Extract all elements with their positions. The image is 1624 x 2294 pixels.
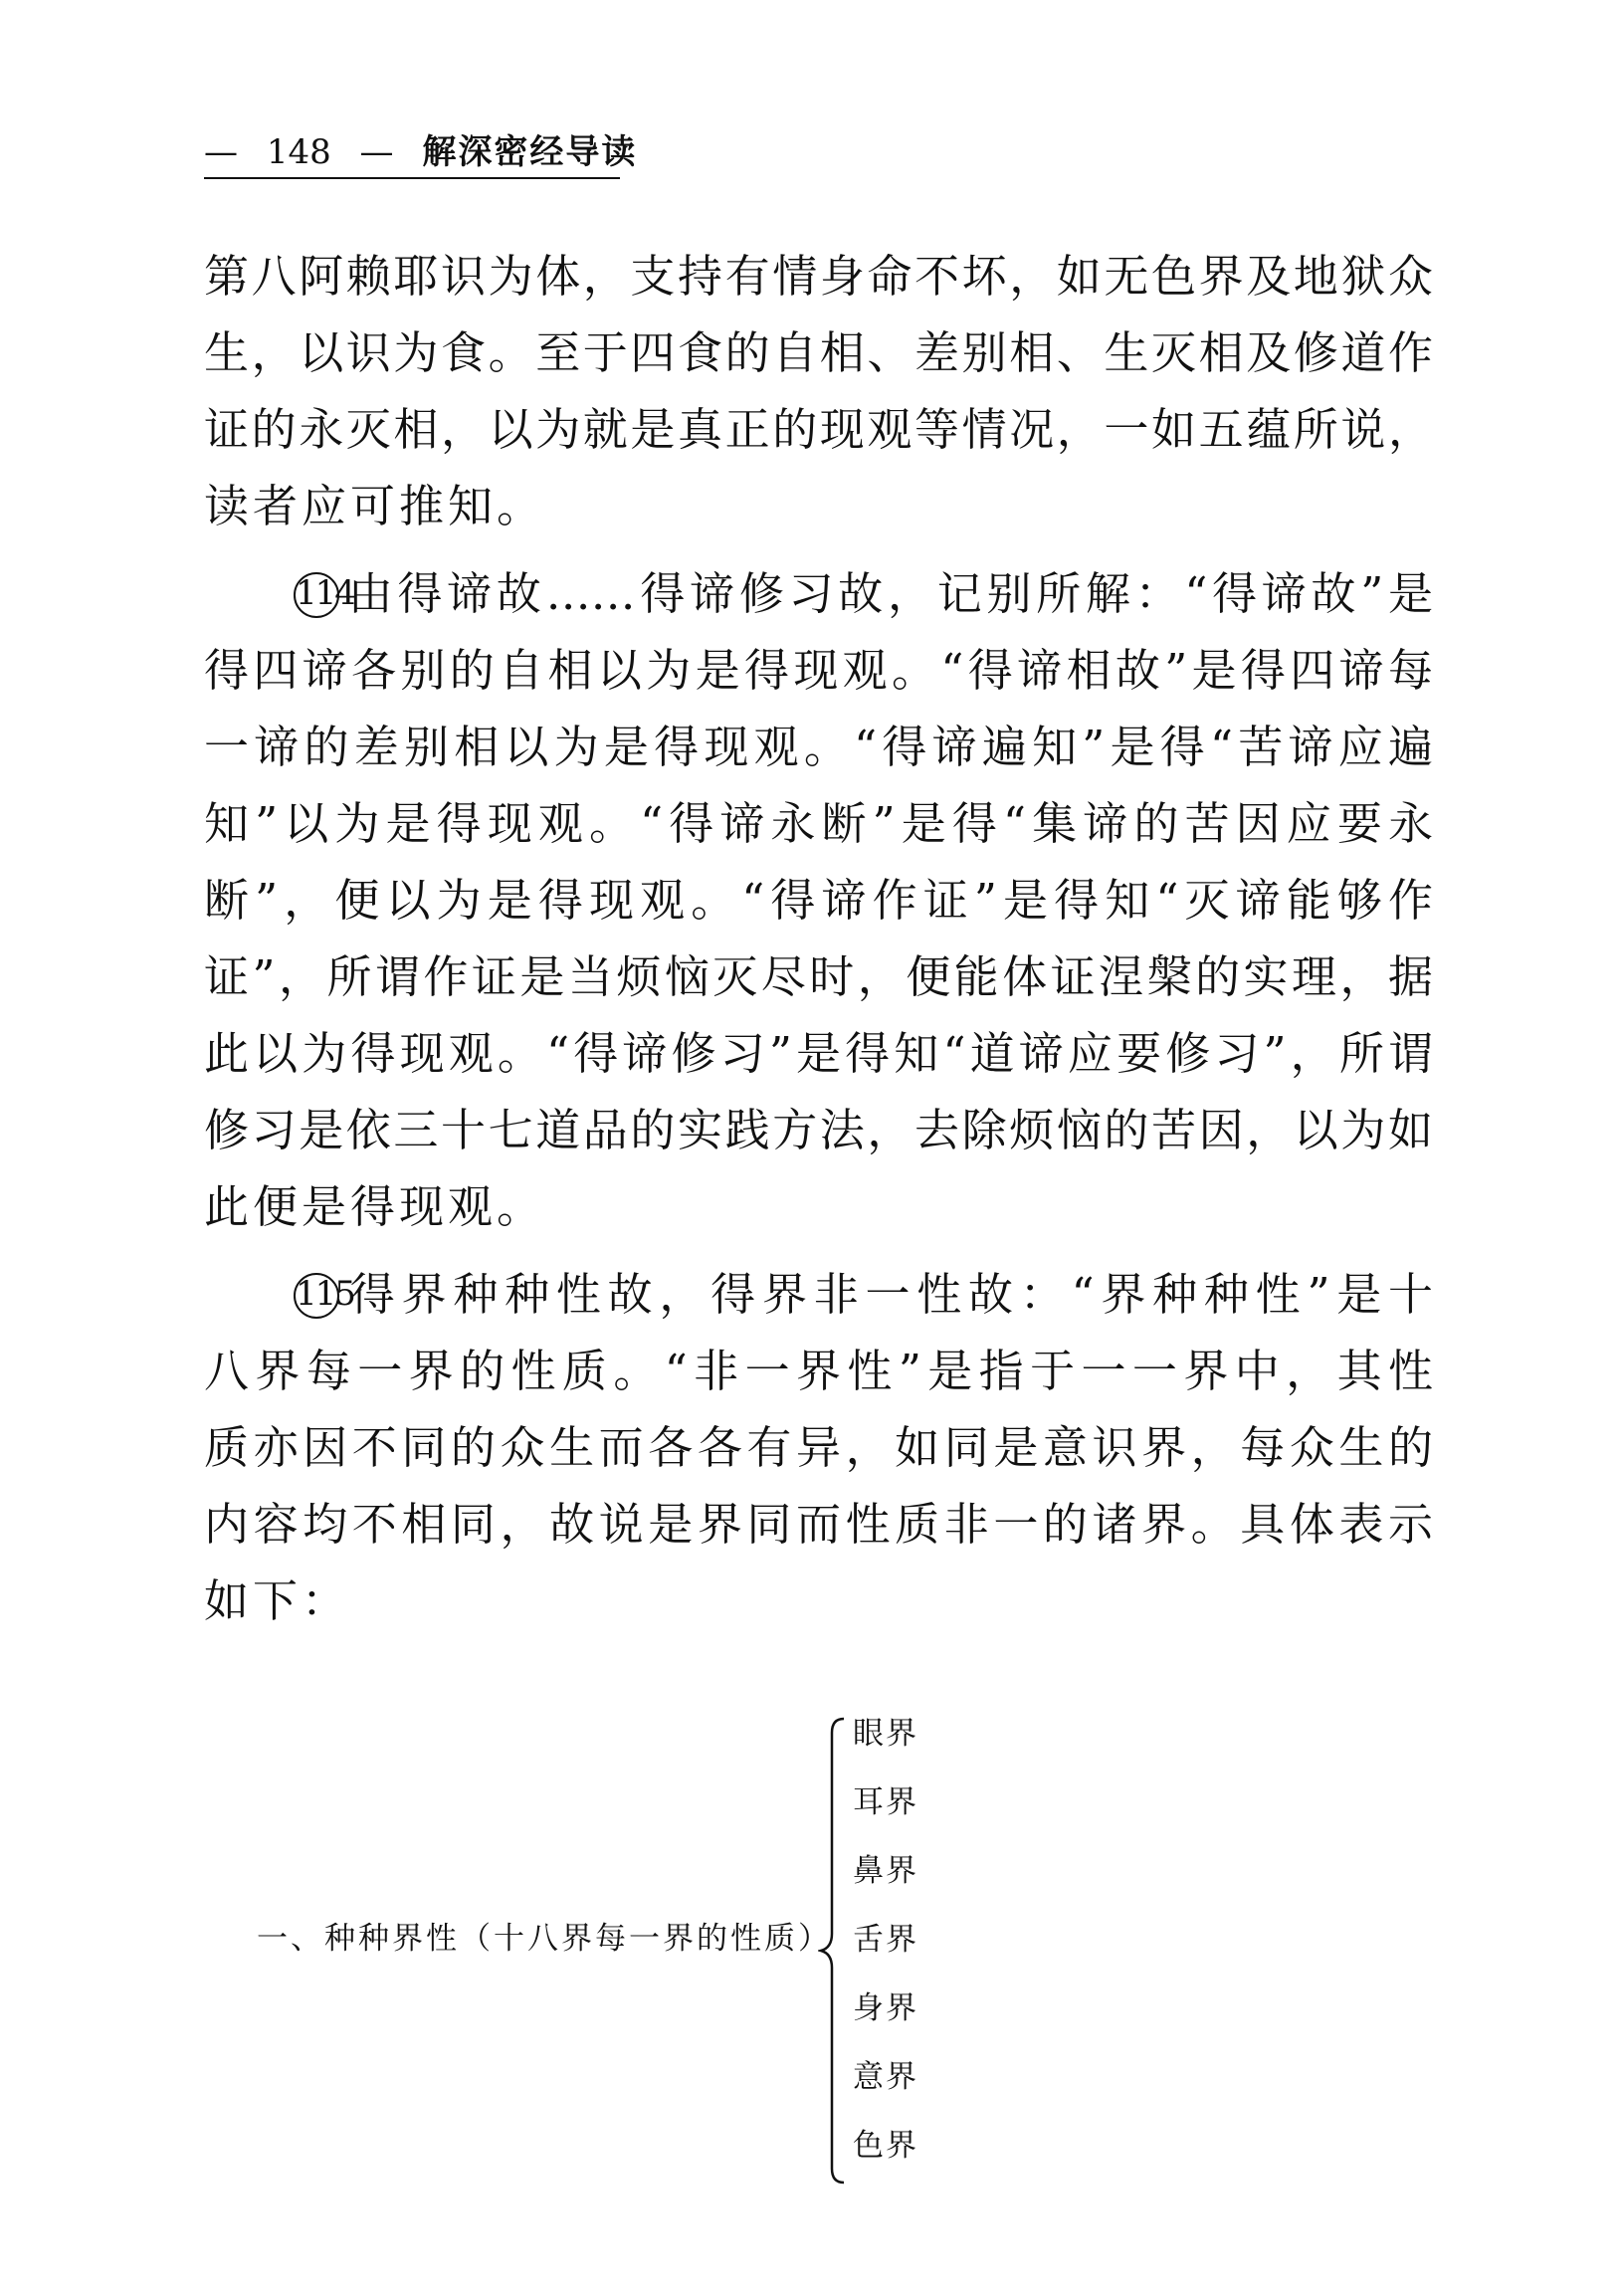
body-line-3: 证的永灭相，以为就是真正的现观等情况，一如五蕴所说， (204, 403, 1433, 456)
header-dash-right: — (359, 132, 394, 172)
body-line-17: 内容均不相同，故说是界同而性质非一的诸界。具体表示 (204, 1498, 1433, 1551)
page-number: 148 (266, 132, 331, 172)
body-line-2: 生，以识为食。至于四食的自相、差别相、生灭相及修道作 (204, 326, 1433, 379)
diagram-item-form: 色界 (853, 2128, 918, 2164)
diagram-item-body: 身界 (853, 1990, 918, 2026)
body-line-14: 得界种种性故，得界非一性故：“界种种性”是十 (343, 1268, 1433, 1321)
body-line-16: 质亦因不同的众生而各各有异，如同是意识界，每众生的 (204, 1421, 1433, 1474)
curly-brace (818, 1717, 848, 2185)
body-line-1: 第八阿赖耶识为体，支持有情身命不坏，如无色界及地狱众 (204, 250, 1433, 303)
diagram-item-tongue: 舌界 (853, 1922, 918, 1958)
body-line-15: 八界每一界的性质。“非一界性”是指于一一界中，其性 (204, 1345, 1433, 1397)
header-dash-left: — (204, 132, 238, 172)
body-line-11: 此以为得现观。“得谛修习”是得知“道谛应要修习”，所谓 (204, 1027, 1433, 1080)
note-marker-115: 115 (294, 1273, 339, 1319)
body-line-5: 由得谛故……得谛修习故，记别所解：“得谛故”是 (343, 567, 1433, 620)
body-line-9: 断”，便以为是得现观。“得谛作证”是得知“灭谛能够作 (204, 874, 1433, 927)
book-title: 解深密经导读 (422, 132, 638, 172)
body-line-6: 得四谛各别的自相以为是得现观。“得谛相故”是得四谛每 (204, 644, 1433, 697)
body-line-4: 读者应可推知。 (204, 480, 546, 532)
body-line-8: 知”以为是得现观。“得谛永断”是得“集谛的苦因应要永 (204, 797, 1433, 850)
note-115-line (294, 1265, 1433, 1325)
body-line-7: 一谛的差别相以为是得现观。“得谛遍知”是得“苦谛应遍 (204, 721, 1433, 773)
running-header (204, 127, 638, 179)
diagram-label: 一、种种界性（十八界每一界的性质） (257, 1921, 832, 1957)
body-line-10: 证”，所谓作证是当烦恼灭尽时，便能体证涅槃的实理，据 (204, 950, 1433, 1003)
diagram-item-mind: 意界 (853, 2059, 918, 2095)
body-line-12: 修习是依三十七道品的实践方法，去除烦恼的苦因，以为如 (204, 1104, 1433, 1156)
diagram-item-eye: 眼界 (853, 1716, 918, 1752)
note-marker-114: 114 (294, 572, 339, 618)
body-line-18: 如下： (204, 1574, 351, 1627)
body-line-13: 此便是得现观。 (204, 1180, 546, 1233)
note-114-line (294, 564, 1433, 624)
diagram-item-nose: 鼻界 (853, 1853, 918, 1889)
diagram-item-ear: 耳界 (853, 1784, 918, 1820)
